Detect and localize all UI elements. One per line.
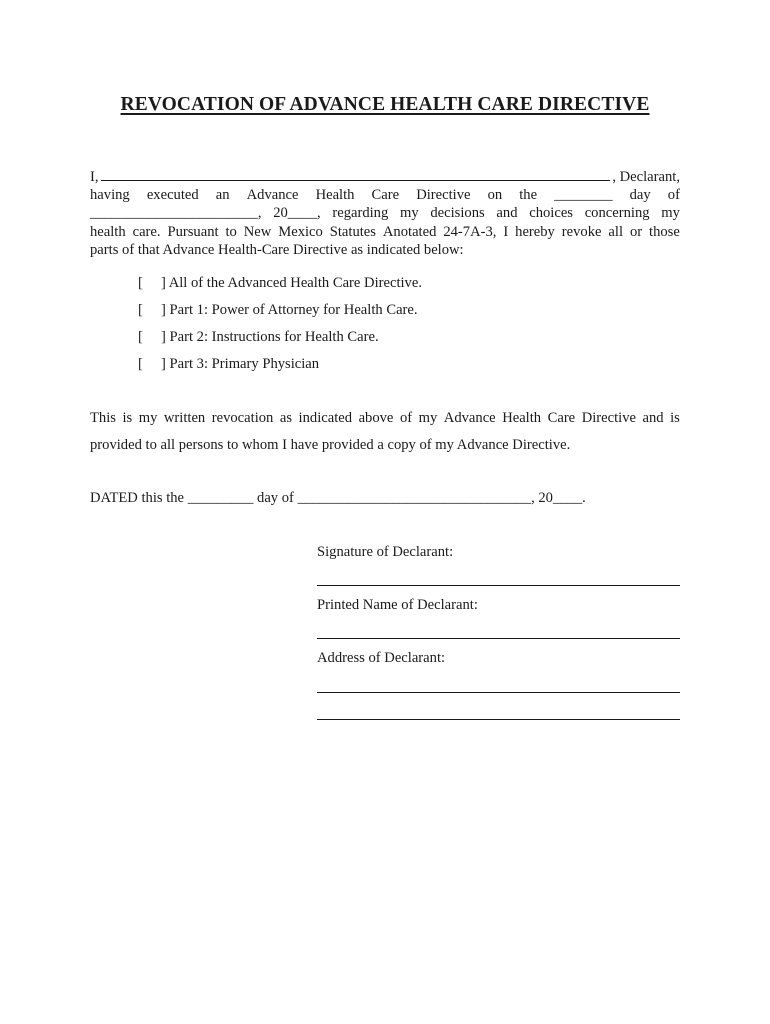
word: those xyxy=(649,223,680,240)
word: to xyxy=(225,223,237,240)
executed-line-word: ________ xyxy=(554,187,613,204)
word: Care xyxy=(547,410,576,426)
word: I xyxy=(503,223,509,240)
dated-middle: day of xyxy=(257,490,294,506)
word: care. xyxy=(132,223,161,240)
word: is xyxy=(670,410,680,426)
checkbox-bracket: [ xyxy=(138,356,143,372)
word: revocation xyxy=(211,410,274,426)
word: Advance xyxy=(443,410,496,426)
declarant-line xyxy=(90,168,680,186)
word: Anotated xyxy=(382,223,437,240)
revocation-line-2: provided to all persons to whom I have provided a copy of my Advance Directive. xyxy=(90,437,571,453)
executed-line-word: the xyxy=(519,187,538,204)
word: hereby xyxy=(515,223,555,240)
date-regarding-line xyxy=(90,204,680,222)
option-label: ] Part 3: Primary Physician xyxy=(161,356,320,372)
word: or xyxy=(629,223,643,240)
checkbox-bracket: [ xyxy=(138,302,143,318)
option-part-2[interactable] xyxy=(138,329,379,346)
dated-year-prefix: , 20 xyxy=(531,490,553,506)
executed-line xyxy=(90,186,680,204)
word: Health xyxy=(502,410,542,426)
executed-line-word: Health xyxy=(315,187,355,204)
word: is xyxy=(122,410,133,426)
word: my xyxy=(661,205,680,222)
executed-line-word: Advance xyxy=(246,187,299,204)
option-label: ] Part 1: Power of Attorney for Health Care. xyxy=(161,302,418,318)
revocation-line-1-wrap xyxy=(90,410,680,427)
word: and xyxy=(496,205,518,222)
word: _______________________, xyxy=(90,205,262,222)
option-label: ] Part 2: Instructions for Health Care. xyxy=(161,329,379,345)
dated-year-blank[interactable]: ____ xyxy=(552,490,583,506)
executed-line-word: on xyxy=(487,187,503,204)
printed-name-label: Printed Name of Declarant: xyxy=(317,597,478,613)
printed-name-line[interactable] xyxy=(317,638,680,639)
dated-end: . xyxy=(582,490,586,506)
address-label: Address of Declarant: xyxy=(317,650,446,666)
option-part-3[interactable] xyxy=(138,356,319,373)
executed-line-word: Directive xyxy=(416,187,471,204)
executed-line-word: having xyxy=(90,187,130,204)
declarant-name-blank[interactable] xyxy=(101,168,611,181)
intro-paragraph xyxy=(90,168,680,259)
word: my xyxy=(418,410,438,426)
executed-line-word: executed xyxy=(146,187,199,204)
word: Mexico xyxy=(278,223,323,240)
word: of xyxy=(399,410,413,426)
executed-line-word: of xyxy=(667,187,680,204)
word: as xyxy=(279,410,293,426)
revocation-line-1 xyxy=(90,410,680,427)
word: This xyxy=(90,410,116,426)
word: indicated xyxy=(298,410,353,426)
dated-line xyxy=(90,490,586,507)
word: regarding xyxy=(332,205,389,222)
word: my xyxy=(400,205,419,222)
dated-day-blank[interactable]: _________ xyxy=(187,490,254,506)
signature-label: Signature of Declarant: xyxy=(317,544,454,560)
executed-line-word: Care xyxy=(371,187,400,204)
dated-prefix: DATED this the xyxy=(90,490,185,506)
executed-line-word: day xyxy=(629,187,651,204)
word: health xyxy=(90,223,126,240)
word: and xyxy=(642,410,664,426)
option-part-1[interactable] xyxy=(138,302,418,319)
dated-month-blank[interactable]: ________________________________ xyxy=(297,490,532,506)
option-all[interactable] xyxy=(138,275,422,292)
executed-line-word: an xyxy=(215,187,230,204)
address-line-2[interactable] xyxy=(317,719,680,720)
word: concerning xyxy=(584,205,650,222)
word: Directive xyxy=(581,410,636,426)
declarant-suffix: , Declarant, xyxy=(612,169,680,185)
word: choices xyxy=(529,205,573,222)
option-label: ] All of the Advanced Health Care Directive. xyxy=(161,275,422,291)
signature-line[interactable] xyxy=(317,585,680,586)
word: 24-7A-3, xyxy=(443,223,497,240)
address-line-1[interactable] xyxy=(317,692,680,693)
word: written xyxy=(163,410,206,426)
declarant-prefix: I, xyxy=(90,169,99,185)
word: above xyxy=(358,410,394,426)
word: New xyxy=(243,223,272,240)
statute-line xyxy=(90,223,680,241)
word: my xyxy=(138,410,158,426)
checkbox-bracket: [ xyxy=(138,275,143,291)
word: all xyxy=(608,223,624,240)
word: 20____, xyxy=(273,205,321,222)
indicated-below-text: parts of that Advance Health-Care Directive as indicated below: xyxy=(90,241,464,258)
word: decisions xyxy=(430,205,485,222)
word: Statutes xyxy=(329,223,376,240)
document-title xyxy=(0,94,770,116)
word: revoke xyxy=(561,223,602,240)
document-title-text: REVOCATION OF ADVANCE HEALTH CARE DIRECTIVE xyxy=(120,94,650,115)
checkbox-bracket: [ xyxy=(138,329,143,345)
word: Pursuant xyxy=(167,223,219,240)
